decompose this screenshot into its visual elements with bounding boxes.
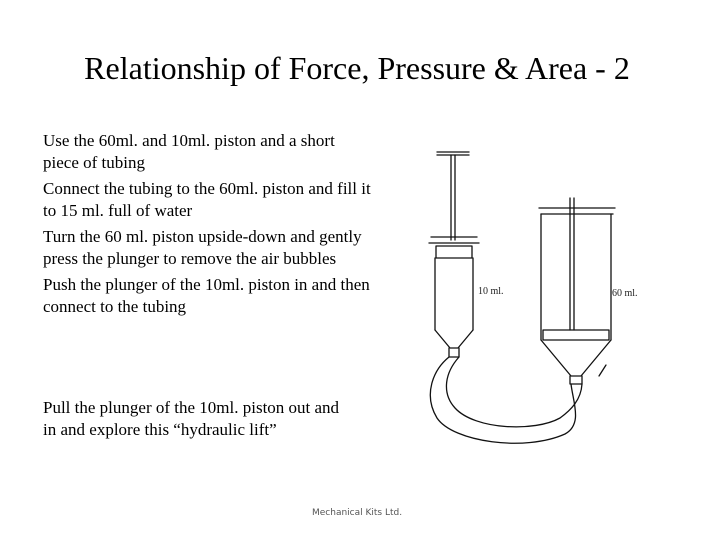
instruction-list <box>43 130 373 322</box>
syringe-illustration <box>415 140 655 455</box>
instruction-step-1: Use the 60ml. and 10ml. piston and a short piece of tubing <box>43 131 335 172</box>
instruction-step-3: Turn the 60 ml. piston upside-down and gently press the plunger to remove the air bubbles <box>43 227 362 268</box>
slide-title: Relationship of Force, Pressure & Area - 2 <box>84 50 630 86</box>
small-syringe <box>429 152 479 357</box>
instruction-step-4: Push the plunger of the 10ml. piston in and then connect to the tubing <box>43 275 370 316</box>
instruction-step-2: Connect the tubing to the 60ml. piston and fill it to 15 ml. full of water <box>43 179 371 220</box>
instruction-step-5: Pull the plunger of the 10ml. piston out and in and explore this “hydraulic lift” <box>43 398 340 439</box>
label-10ml: 10 ml. <box>478 286 504 297</box>
large-syringe <box>539 198 615 384</box>
label-60ml: 60 ml. <box>612 288 638 299</box>
footer-credit: Mechanical Kits Ltd. <box>312 508 403 518</box>
connecting-tube <box>430 357 582 443</box>
